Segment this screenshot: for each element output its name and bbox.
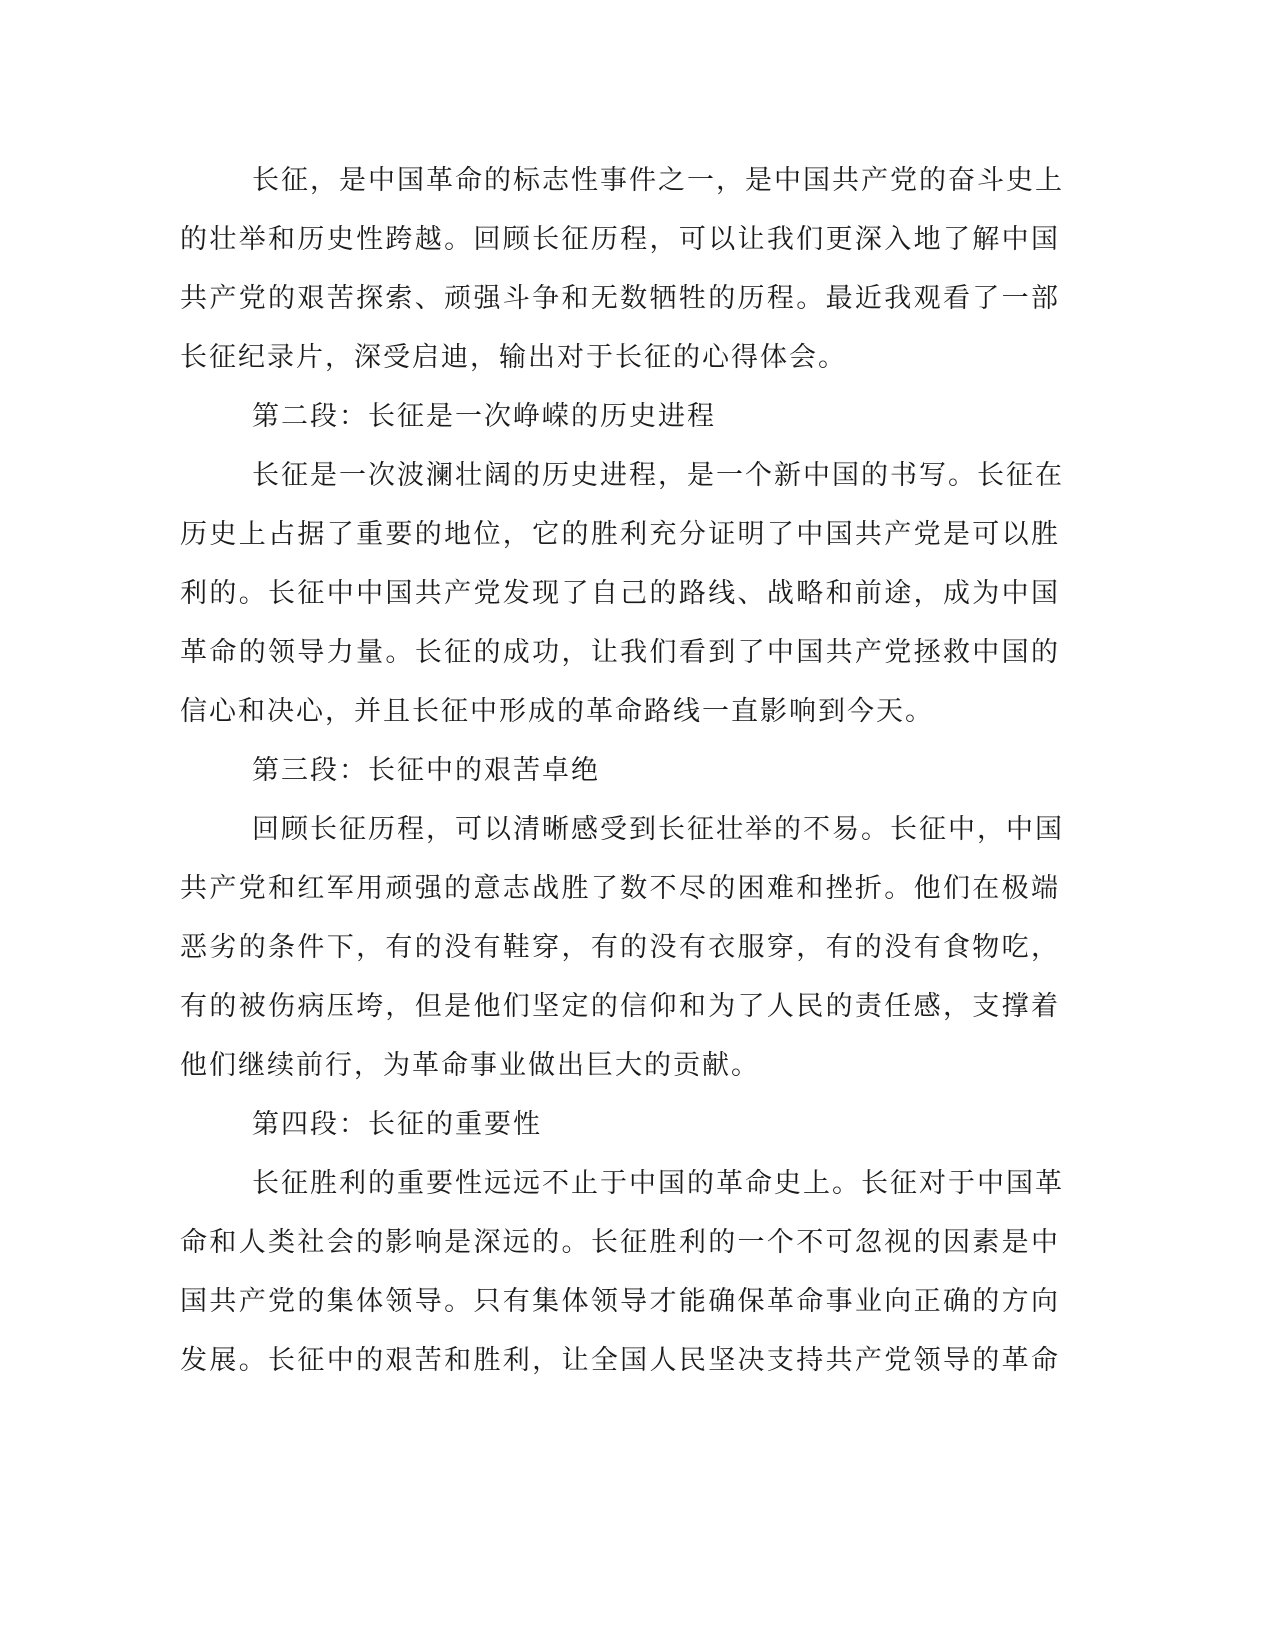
paragraph-2-line-1: 长征是一次波澜壮阔的历史进程，是一个新中国的书写。长征在 (252, 460, 1064, 491)
paragraph-4-line-3: 国共产党的集体领导。只有集体领导才能确保革命事业向正确的方向 (180, 1286, 1060, 1317)
paragraph-3-line-5: 他们继续前行，为革命事业做出巨大的贡献。 (180, 1050, 760, 1081)
paragraph-2-line-5: 信心和决心，并且长征中形成的革命路线一直影响到今天。 (180, 696, 934, 727)
paragraph-3-line-1: 回顾长征历程，可以清晰感受到长征壮举的不易。长征中，中国 (252, 814, 1064, 845)
paragraph-2-line-4: 革命的领导力量。长征的成功，让我们看到了中国共产党拯救中国的 (180, 637, 1060, 668)
paragraph-2-line-3: 利的。长征中中国共产党发现了自己的路线、战略和前途，成为中国 (180, 578, 1060, 609)
paragraph-4-line-1: 长征胜利的重要性远远不止于中国的革命史上。长征对于中国革 (252, 1168, 1064, 1199)
paragraph-3-line-2: 共产党和红军用顽强的意志战胜了数不尽的困难和挫折。他们在极端 (180, 873, 1060, 904)
paragraph-1-line-3: 共产党的艰苦探索、顽强斗争和无数牺牲的历程。最近我观看了一部 (180, 283, 1060, 314)
paragraph-3-line-4: 有的被伤病压垮，但是他们坚定的信仰和为了人民的责任感，支撑着 (180, 991, 1060, 1022)
section-heading-2: 第二段：长征是一次峥嵘的历史进程 (252, 401, 716, 432)
paragraph-3-line-3: 恶劣的条件下，有的没有鞋穿，有的没有衣服穿，有的没有食物吃， (180, 932, 1060, 963)
paragraph-4-line-4: 发展。长征中的艰苦和胜利，让全国人民坚决支持共产党领导的革命 (180, 1345, 1060, 1376)
paragraph-1-line-2: 的壮举和历史性跨越。回顾长征历程，可以让我们更深入地了解中国 (180, 224, 1060, 255)
paragraph-4-line-2: 命和人类社会的影响是深远的。长征胜利的一个不可忽视的因素是中 (180, 1227, 1060, 1258)
paragraph-1-line-1: 长征，是中国革命的标志性事件之一，是中国共产党的奋斗史上 (252, 165, 1064, 196)
section-heading-3: 第三段：长征中的艰苦卓绝 (252, 755, 600, 786)
paragraph-1-line-4: 长征纪录片，深受启迪，输出对于长征的心得体会。 (180, 342, 847, 373)
paragraph-2-line-2: 历史上占据了重要的地位，它的胜利充分证明了中国共产党是可以胜 (180, 519, 1060, 550)
section-heading-4: 第四段：长征的重要性 (252, 1109, 542, 1140)
